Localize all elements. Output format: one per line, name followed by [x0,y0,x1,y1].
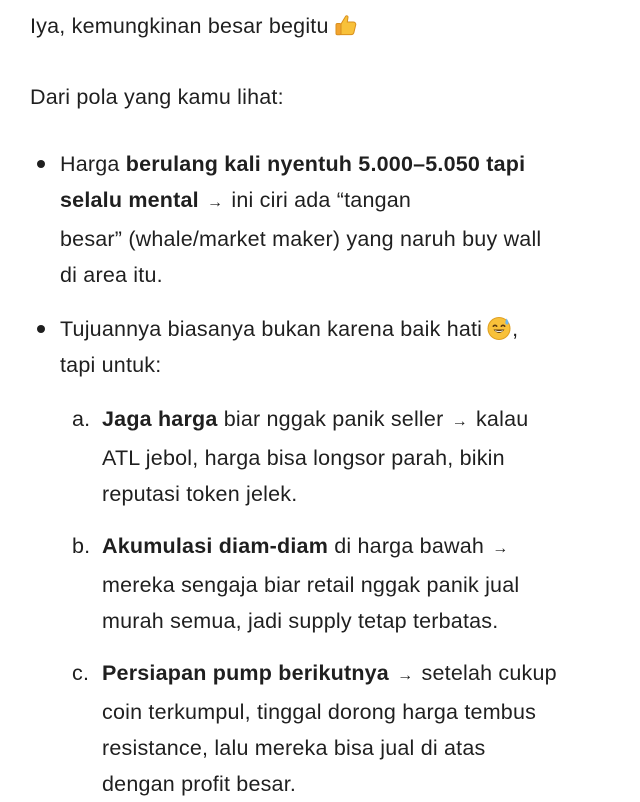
text-line: murah semua, jadi supply tetap terbatas. [102,609,499,633]
text-run: setelah cukup [415,661,557,685]
text-line: ATL jebol, harga bisa longsor parah, bikin [102,446,505,470]
text-line: dengan profit besar. [102,772,297,796]
text-line: coin terkumpul, tinggal dorong harga tembus [102,700,537,724]
text-run: di harga bawah [328,534,491,558]
text-run: , [512,317,519,341]
text-line: besar” (whale/market maker) yang naruh buy wall [60,227,542,251]
bullet-buy-wall [0,146,640,293]
text-line [60,146,620,182]
intro-line [30,8,359,44]
sweat-smile-icon [486,315,512,341]
text-run: ini ciri ada “tangan [225,188,412,212]
sub-item-jaga-harga [60,401,620,512]
bullet-dot [37,325,45,333]
arrow-icon: → [207,194,224,211]
text-run: kalau [469,407,529,431]
bullet-purpose [0,311,640,802]
arrow-icon: → [397,667,414,684]
bullet-list [0,146,640,802]
bullet-dot [37,160,45,168]
bold-text: selalu mental [60,188,199,212]
sub-item-persiapan-pump [60,655,620,802]
sub-list [60,401,620,802]
text-line: resistance, lalu mereka bisa jual di atas [102,736,486,760]
list-marker: c. [72,661,90,685]
list-marker: a. [72,407,91,431]
thumbs-up-icon [333,12,359,38]
arrow-icon: → [451,413,468,430]
intro-text: Iya, kemungkinan besar begitu [30,14,329,38]
text-line: mereka sengaja biar retail nggak panik jual [102,573,520,597]
text-run: Harga [60,152,126,176]
bold-text: Jaga harga [102,407,218,431]
text-line [60,311,620,347]
bold-text: berulang kali nyentuh 5.000–5.050 tapi [125,152,526,176]
sub-item-akumulasi [60,528,620,639]
text-line [60,182,620,221]
list-marker: b. [72,534,91,558]
bold-text: Persiapan pump berikutnya [102,661,389,685]
text-line: tapi untuk: [60,353,162,377]
pattern-intro: Dari pola yang kamu lihat: [30,85,284,109]
text-line [102,655,620,694]
arrow-icon: → [492,540,509,557]
text-run: Tujuannya biasanya bukan karena baik hati [60,317,483,341]
text-line [102,401,620,440]
text-run: biar nggak panik seller [217,407,450,431]
text-line [102,528,620,567]
text-line: di area itu. [60,263,163,287]
text-line: reputasi token jelek. [102,482,298,506]
bold-text: Akumulasi diam-diam [102,534,329,558]
